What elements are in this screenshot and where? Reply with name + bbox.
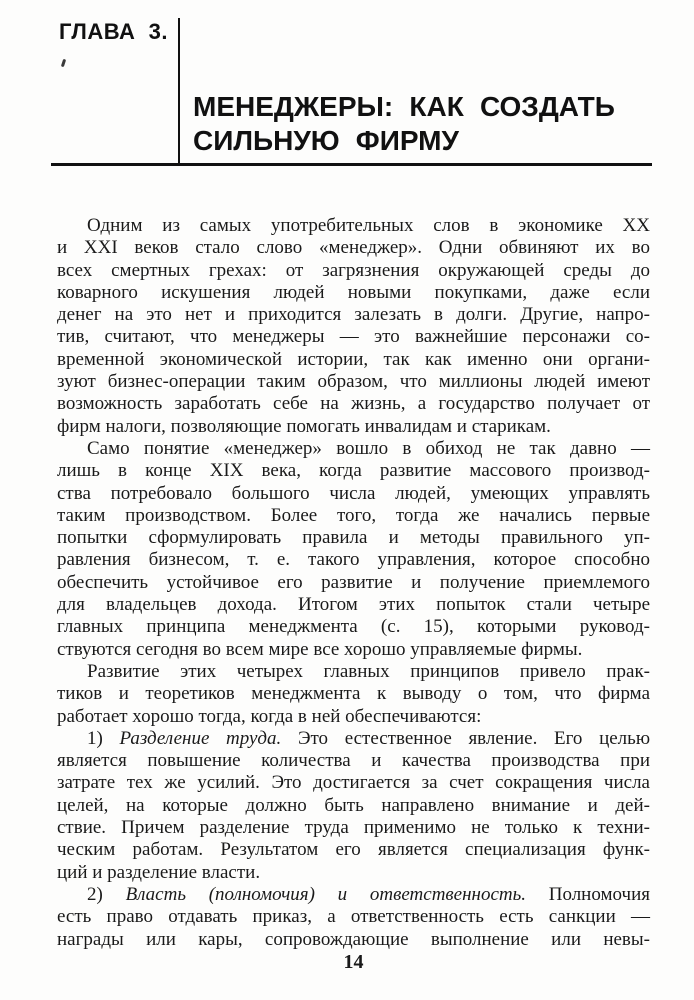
text-line: временной экономической истории, так как именно они органи- <box>57 348 650 370</box>
text-line: лишь в конце XIX века, когда развитие массового производ- <box>57 460 650 482</box>
text-line: обеспечить устойчивое его развитие и получение приемлемого <box>57 571 650 593</box>
text-line: Само понятие «менеджер» вошло в обиход не так давно — <box>87 437 650 459</box>
chapter-title: МЕНЕДЖЕРЫ: КАК СОЗДАТЬ СИЛЬНУЮ ФИРМУ <box>193 91 615 156</box>
text-line: ствие. Причем разделение труда применимо не только к техни- <box>57 817 650 839</box>
text-line: денег на это нет и приходится залезать в долги. Другие, напро- <box>57 304 650 326</box>
text-line: попытки сформулировать правила и методы правильного уп- <box>57 527 650 549</box>
text-line: главных принципа менеджмента (с. 15), которыми руковод- <box>57 616 650 638</box>
divider-horizontal <box>51 163 652 166</box>
text-line: коварного искушения людей новыми покупками, даже если <box>57 281 650 303</box>
text-line: и XXI веков стало слово «менеджер». Одни обвиняют их во <box>57 237 650 259</box>
text-line: 2) Власть (полномочия) и ответственность. Полномочия <box>87 883 650 905</box>
text-line: Развитие этих четырех главных принципов привело прак- <box>87 660 650 682</box>
text-line: является повышение количества и качества производства при <box>57 750 650 772</box>
page-number: 14 <box>343 951 364 973</box>
text-line: затрате тех же усилий. Это достигается за счет сокращения числа <box>57 772 650 794</box>
text-line: есть право отдавать приказ, а ответственность есть санкции — <box>57 906 650 928</box>
text-line: награды или кары, сопровождающие выполнение или невы- <box>57 928 650 950</box>
text-line: фирм налоги, позволяющие помогать инвалидам и старикам. <box>57 415 551 437</box>
scan-speck <box>61 59 66 68</box>
text-line: ческим работам. Результатом его является специализация функ- <box>57 839 650 861</box>
text-line: 1) Разделение труда. Это естественное явление. Его целью <box>87 727 651 749</box>
text-line: зуют бизнес-операции таким образом, что миллионы людей имеют <box>57 371 650 393</box>
text-line: Одним из самых употребительных слов в экономике XX <box>87 215 650 236</box>
text-line: таким производством. Более того, тогда же начались первые <box>57 504 650 526</box>
text-line: целей, на которые должно быть направлено внимание и дей- <box>57 794 650 816</box>
divider-vertical <box>178 18 180 165</box>
text-line: работает хорошо тогда, когда в ней обеспечиваются: <box>57 705 482 727</box>
text-line: ций и разделение власти. <box>57 861 261 883</box>
text-line: ствуются сегодня во всем мире все хорошо управляемые фирмы. <box>57 638 583 660</box>
text-line: для владельцев дохода. Итогом этих попыток стали четыре <box>57 594 650 616</box>
text-line: всех смертных грехах: от загрязнения окружающей среды до <box>57 259 650 281</box>
text-line: возможность заработать себе на жизнь, а государство получает от <box>57 393 650 415</box>
body-text <box>57 215 650 951</box>
text-line: ства потребовало большого числа людей, умеющих управлять <box>57 482 650 504</box>
chapter-label: ГЛАВА 3. <box>59 19 168 44</box>
text-line: тиков и теоретиков менеджмента к выводу о том, что фирма <box>57 683 650 705</box>
text-line: тив, считают, что менеджеры — это важнейшие персонажи со- <box>57 326 650 348</box>
text-line: равления бизнесом, т. е. такого управления, которое способно <box>57 549 650 571</box>
